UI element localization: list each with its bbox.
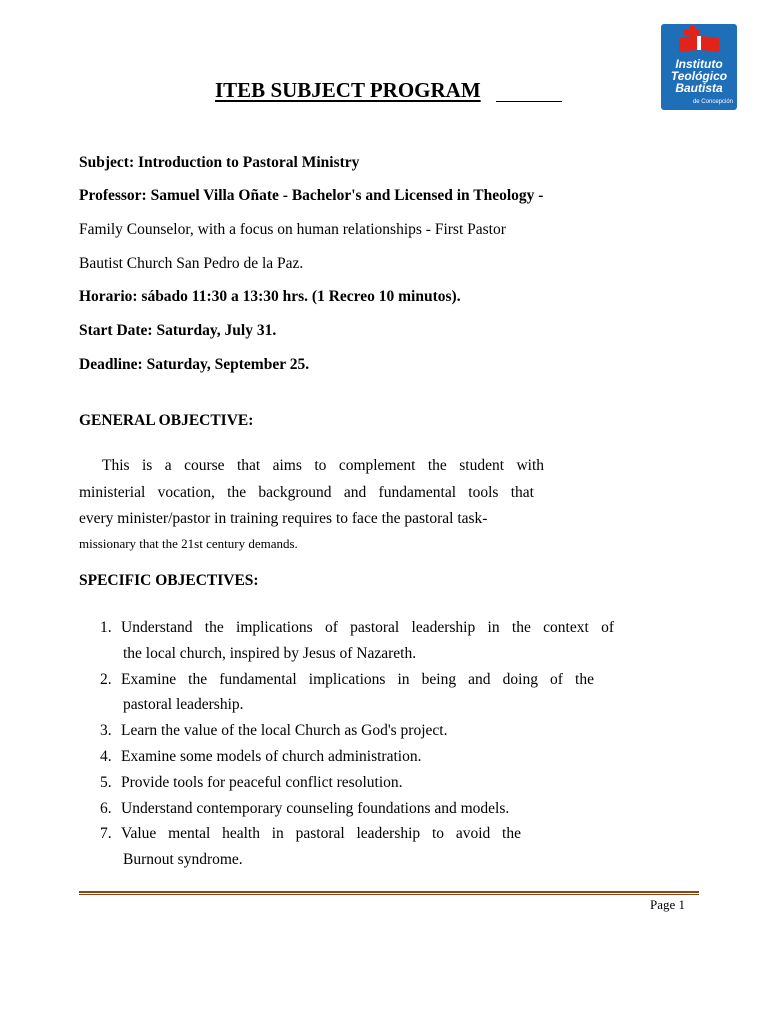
professor-line: Professor: Samuel Villa Oñate - Bachelor's and Licensed in Theology - (79, 187, 544, 204)
objective-number: 7. (100, 825, 112, 842)
specific-objectives-heading: SPECIFIC OBJECTIVES: (79, 572, 259, 589)
book-cross-icon (675, 26, 723, 52)
objective-number: 6. (100, 800, 112, 817)
objective-text: Understand the implications of pastoral leadership in the context of (121, 619, 614, 636)
objective-text-cont: the local church, inspired by Jesus of Nazareth. (123, 645, 417, 662)
deadline-line: Deadline: Saturday, September 25. (79, 356, 310, 373)
objective-number: 2. (100, 671, 112, 688)
objective-number: 1. (100, 619, 112, 636)
objective-number: 4. (100, 748, 112, 765)
objective-text: Examine some models of church administration. (121, 748, 422, 765)
page-title: ITEB SUBJECT PROGRAM (215, 78, 481, 102)
logo-line-3: Bautista (675, 81, 723, 95)
objective-text: Value mental health in pastoral leadership to avoid the (121, 825, 521, 842)
subject-line: Subject: Introduction to Pastoral Ministry (79, 154, 360, 171)
professor-description-1: Family Counselor, with a focus on human relationships - First Pastor (79, 221, 506, 238)
page-number: Page 1 (650, 897, 686, 912)
footer-rule (79, 891, 699, 893)
objective-text: Understand contemporary counseling foundations and models. (121, 800, 510, 817)
objective-text: Learn the value of the local Church as God's project. (121, 722, 448, 739)
logo-line-4: de Concepción (692, 99, 733, 105)
objective-number: 3. (100, 722, 112, 739)
general-objective-line-4: missionary that the 21st century demands. (79, 536, 298, 551)
schedule-line: Horario: sábado 11:30 a 13:30 hrs. (1 Recreo 10 minutos). (79, 288, 461, 305)
professor-description-2: Bautist Church San Pedro de la Paz. (79, 255, 304, 272)
general-objective-line-2: ministerial vocation, the background and fundamental tools that (79, 484, 534, 501)
iteb-logo (661, 24, 737, 110)
objective-text-cont: pastoral leadership. (123, 696, 244, 713)
footer-rule-thin (79, 894, 699, 895)
general-objective-line-1: This is a course that aims to complement the student with (102, 457, 544, 474)
title-underline (496, 101, 562, 102)
objective-text: Provide tools for peaceful conflict resolution. (121, 774, 403, 791)
general-objective-line-3: every minister/pastor in training requires to face the pastoral task- (79, 510, 488, 527)
general-objective-heading: GENERAL OBJECTIVE: (79, 412, 254, 429)
objective-text: Examine the fundamental implications in being and doing of the (121, 671, 594, 688)
objective-text-cont: Burnout syndrome. (123, 851, 243, 868)
logo-line-1: Instituto (675, 57, 723, 71)
start-date-line: Start Date: Saturday, July 31. (79, 322, 277, 339)
logo-line-2: Teológico (670, 69, 728, 83)
objective-number: 5. (100, 774, 112, 791)
